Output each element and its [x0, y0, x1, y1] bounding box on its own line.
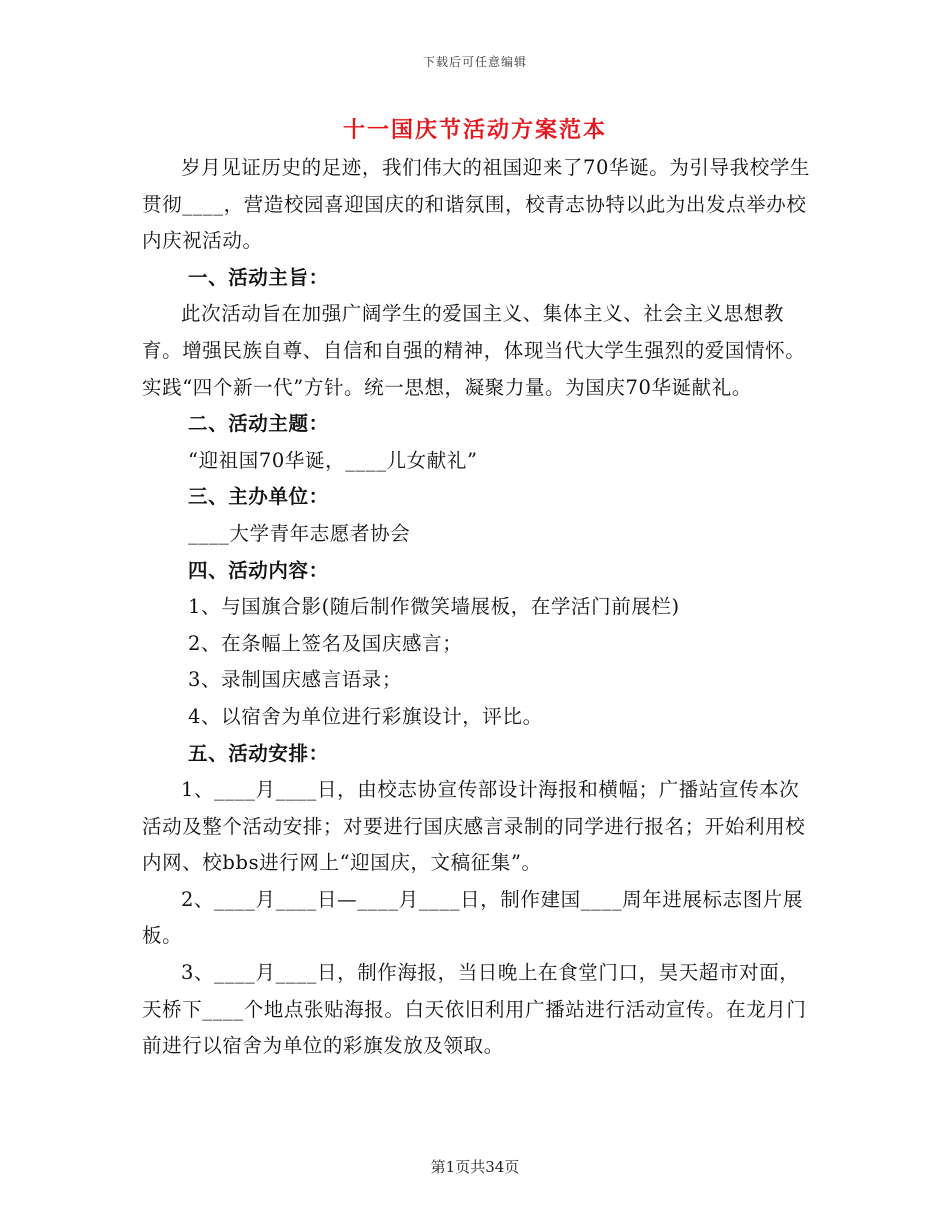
content-item: 1、与国旗合影(随后制作微笑墙展板，在学活门前展栏)	[188, 595, 680, 619]
content-item: 3、录制国庆感言语录；	[188, 668, 403, 692]
header-note: 下载后可任意编辑	[422, 55, 527, 69]
document-body	[142, 150, 810, 1065]
theme-heading: 二、活动主题：	[188, 412, 329, 436]
purpose-heading: 一、活动主旨：	[188, 265, 329, 289]
intro-paragraph: 岁月见证历史的足迹，我们伟大的祖国迎来了70华诞。为引导我校学生贯彻____，营造校园喜迎国庆的和谐氛围，校青志协特以此为出发点举办校内庆祝活动。	[142, 156, 811, 253]
content-item: 2、在条幅上签名及国庆感言；	[188, 631, 463, 655]
content-item: 4、以宿舍为单位进行彩旗设计，评比。	[188, 704, 543, 728]
schedule-item: 2、____月____日—____月____日，制作建国____周年进展标志图片展板。	[142, 887, 804, 948]
theme-paragraph: “迎祖国70华诞，____儿女献礼”	[188, 448, 478, 472]
page-footer: 第1页共34页	[430, 1158, 520, 1176]
organizer-heading: 三、主办单位：	[188, 485, 329, 509]
content-heading: 四、活动内容：	[188, 558, 329, 582]
schedule-item: 3、____月____日，制作海报，当日晚上在食堂门口，昊天超市对面，天桥下____个地点张贴海报。白天依旧利用广播站进行活动宣传。在龙月门前进行以宿舍为单位的彩旗发放及领取。	[142, 961, 807, 1058]
schedule-heading: 五、活动安排：	[188, 741, 329, 765]
schedule-item: 1、____月____日，由校志协宣传部设计海报和横幅；广播站宣传本次活动及整个活动安排；对要进行国庆感言录制的同学进行报名；开始利用校内网、校bbs进行网上“迎国庆，文稿征集”。	[142, 778, 806, 875]
document-title: 十一国庆节活动方案范本	[342, 117, 607, 143]
purpose-paragraph: 此次活动旨在加强广阔学生的爱国主义、集体主义、社会主义思想教育。增强民族自尊、自信和自强的精神，体现当代大学生强烈的爱国情怀。实践“四个新一代”方针。统一思想，凝聚力量。为国庆70华诞献礼。	[142, 302, 806, 399]
organizer-paragraph: ____大学青年志愿者协会	[188, 521, 411, 545]
